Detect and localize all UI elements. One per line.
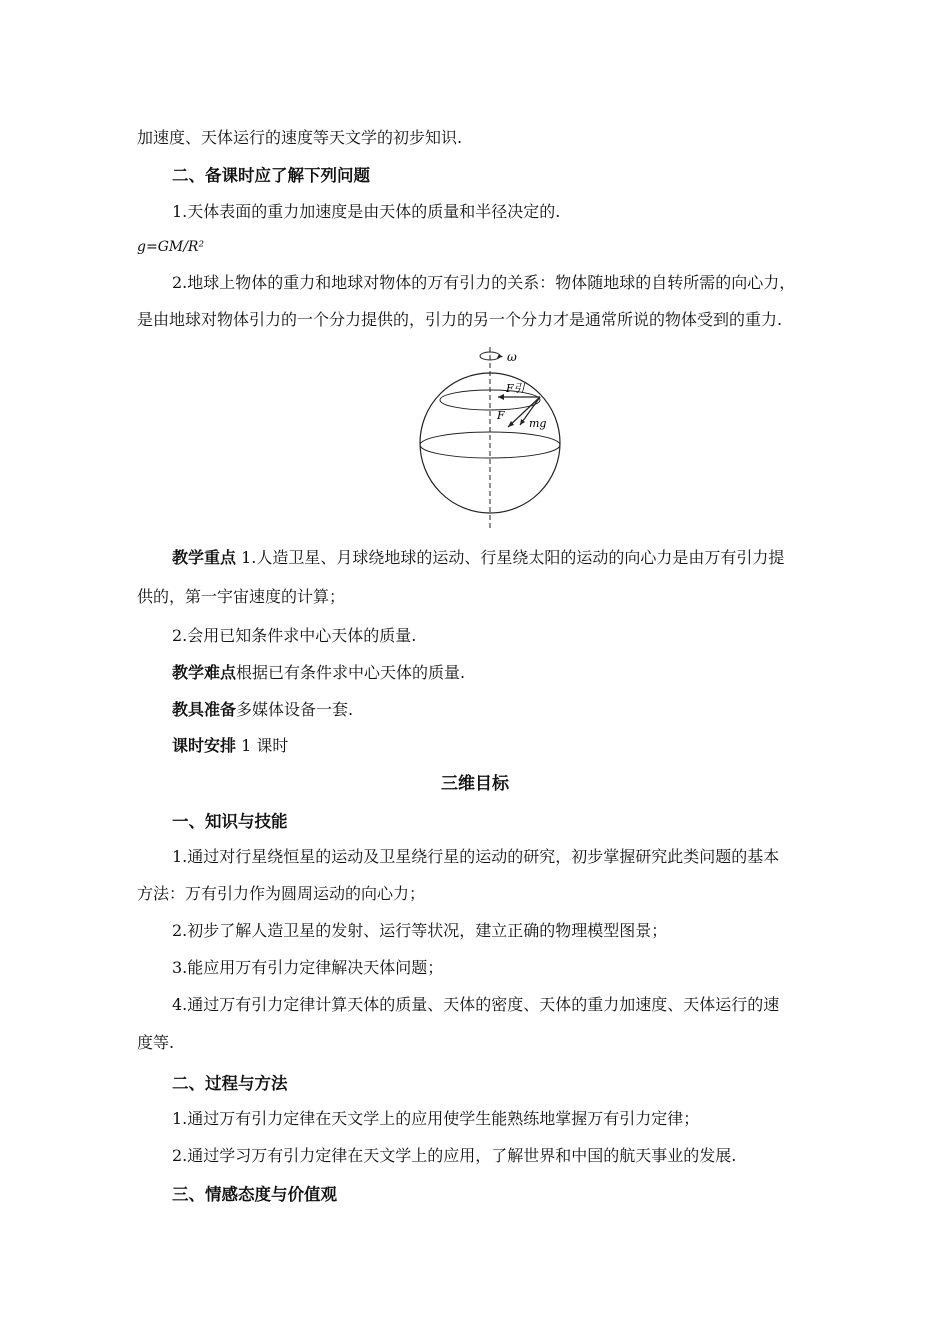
knowledge-l4: 3.能应用万有引力定律解决天体问题； (172, 958, 444, 977)
process-l2: 2.通过学习万有引力定律在天文学上的应用，了解世界和中国的航天事业的发展. (172, 1146, 737, 1165)
mg-label: mg (529, 417, 547, 430)
process-heading: 二、过程与方法 (172, 1074, 288, 1093)
tools-line (172, 699, 862, 721)
goals-title: 三维目标 (441, 774, 509, 794)
formula-text: g=GM/R² (137, 239, 205, 255)
knowledge-l5: 4.通过万有引力定律计算天体的质量、天体的密度、天体的重力加速度、天体运行的速 (172, 995, 780, 1014)
item2-line2: 是由地球对物体引力的一个分力提供的，引力的另一个分力才是通常所说的物体受到的重力. (137, 310, 783, 329)
item2-line1: 2.地球上物体的重力和地球对物体的万有引力的关系：物体随地球的自转所需的向心力， (172, 273, 796, 292)
key-points-text1: 1.人造卫星、月球绕地球的运动、行星绕太阳的运动的向心力是由万有引力提 (236, 548, 785, 567)
process-l1: 1.通过万有引力定律在天文学上的应用使学生能熟练地掌握万有引力定律； (172, 1109, 700, 1128)
tools-label: 教具准备 (172, 700, 237, 719)
key-points-line2: 供的，第一宇宙速度的计算； (137, 587, 346, 606)
difficulty-text: 根据已有条件求中心天体的质量. (236, 663, 466, 682)
item1-text: 1.天体表面的重力加速度是由天体的质量和半径决定的. (172, 202, 561, 221)
schedule-text: 1 课时 (236, 736, 289, 755)
schedule-line (172, 735, 862, 757)
emotion-heading: 三、情感态度与价值观 (172, 1185, 337, 1204)
globe-force-diagram (410, 345, 570, 530)
knowledge-l6: 度等. (137, 1033, 175, 1052)
f-label: F (497, 409, 505, 422)
knowledge-l3: 2.初步了解人造卫星的发射、运行等状况，建立正确的物理模型图景； (172, 921, 668, 940)
f-yin-arrowhead (498, 394, 504, 400)
difficulty-line (172, 662, 862, 684)
schedule-label: 课时安排 (172, 736, 237, 755)
knowledge-l1: 1.通过对行星绕恒星的运动及卫星绕行星的运动的研究，初步掌握研究此类问题的基本 (172, 847, 780, 866)
key-points-line1 (172, 547, 862, 569)
key-points-label: 教学重点 (172, 548, 237, 567)
intro-tail-text: 加速度、天体运行的速度等天文学的初步知识. (137, 128, 463, 147)
key-points-line3: 2.会用已知条件求中心天体的质量. (172, 626, 417, 645)
f-yin-label: F引 (506, 382, 525, 395)
knowledge-heading: 一、知识与技能 (172, 812, 288, 831)
difficulty-label: 教学难点 (172, 663, 237, 682)
omega-label: ω (507, 350, 517, 364)
tools-text: 多媒体设备一套. (236, 700, 354, 719)
knowledge-l2: 方法：万有引力作为圆周运动的向心力； (137, 884, 426, 903)
section2-heading: 二、备课时应了解下列问题 (172, 166, 370, 185)
